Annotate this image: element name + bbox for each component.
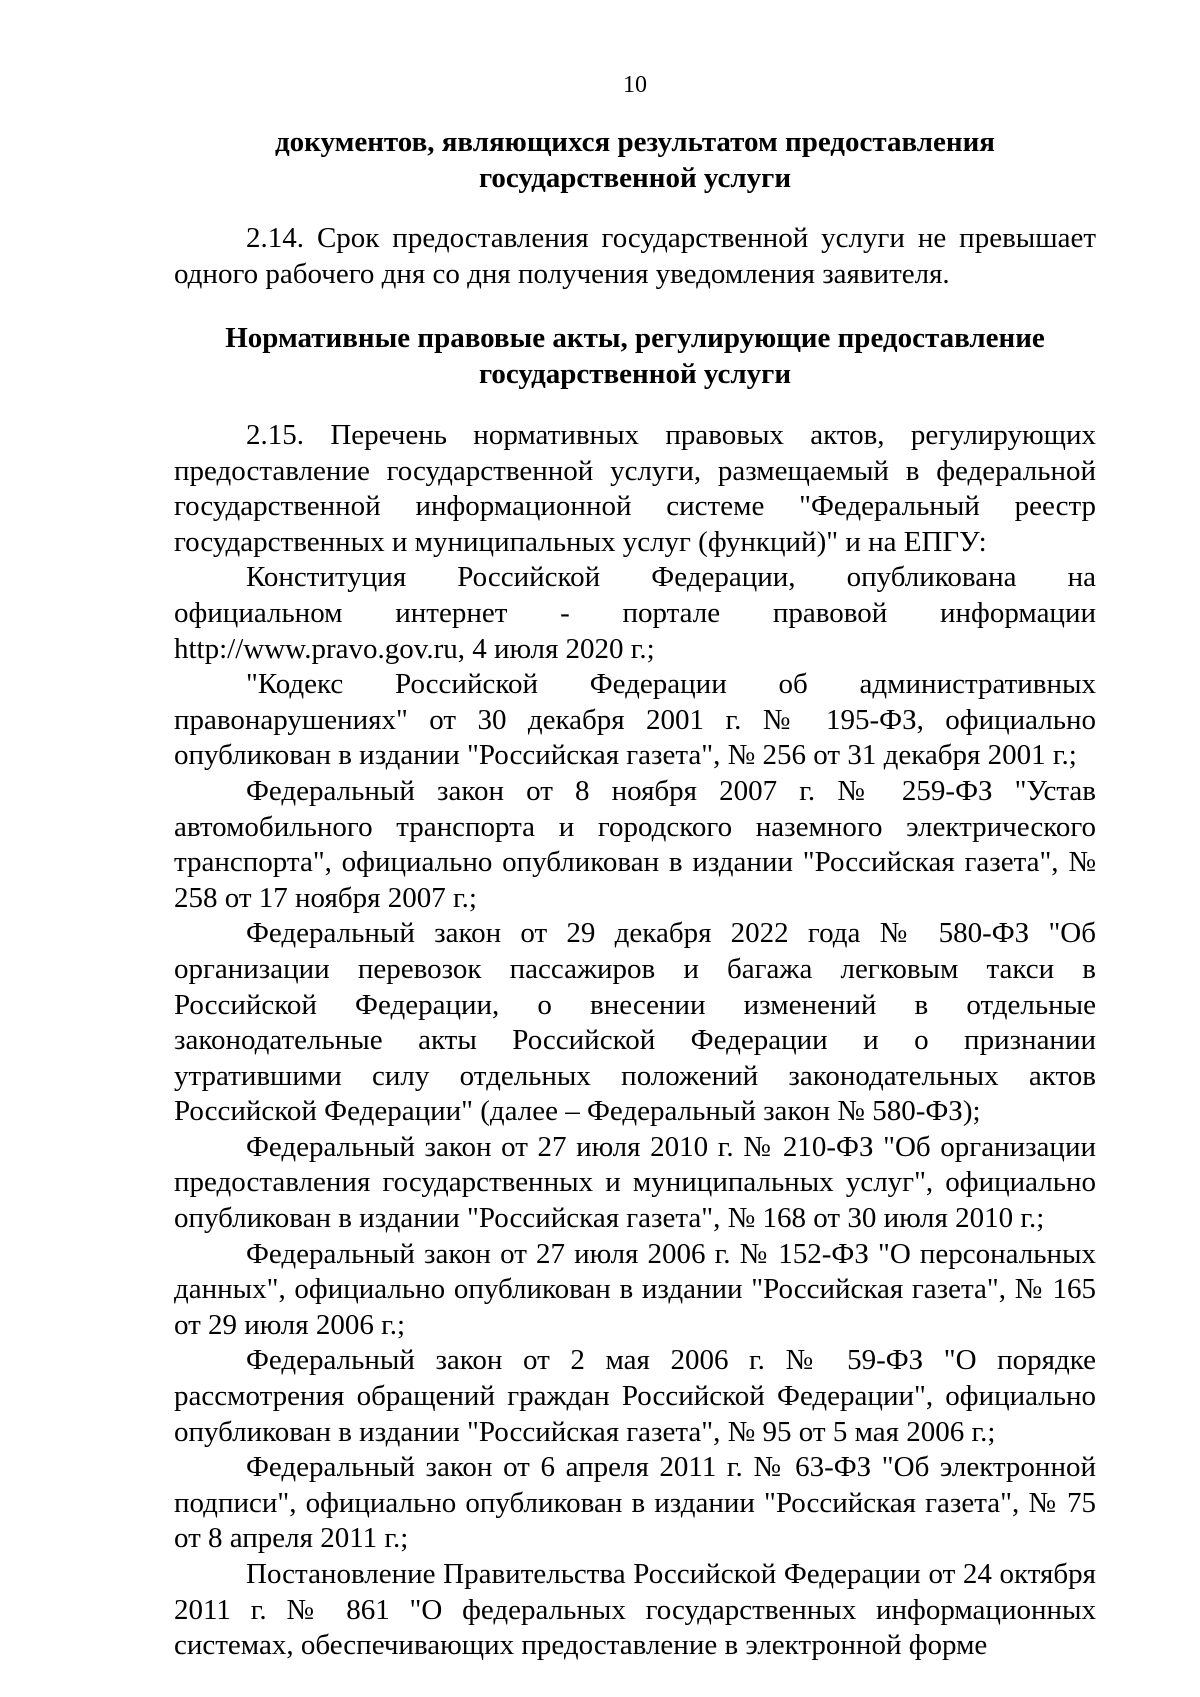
list-item-59-fz: Федеральный закон от 2 мая 2006 г. № 59-ФЗ "О порядке рассмотрения обращений граждан Российской Федерации", официально опубликован в издании "Российская газета", № 95 от 5 мая 2006 г.; [174, 1344, 1096, 1448]
list-item-152-fz: Федеральный закон от 27 июля 2006 г. № 152-ФЗ "О персональных данных", официально опубликован в издании "Российская газета", № 165 от 29 июля 2006 г.; [174, 1237, 1096, 1341]
heading-line: государственной услуги [478, 358, 792, 390]
list-item-63-fz: Федеральный закон от 6 апреля 2011 г. № 63-ФЗ "Об электронной подписи", официально опубликован в издании "Российская газета", № 75 от 8 апреля 2011 г.; [174, 1451, 1096, 1555]
list-item-580-fz: Федеральный закон от 29 декабря 2022 года № 580-ФЗ "Об организации перевозок пассажиров и багажа легковым такси в Российской Федерации, о внесении изменений в отдельные законодательные акты Российской Федерации и о признании утратившими силу отдельных положений законодательных актов Российской Федерации" (далее – Федеральный закон № 580-ФЗ); [174, 917, 1096, 1128]
legal-acts-list [174, 418, 1096, 1664]
paragraph-2-15: 2.15. Перечень нормативных правовых актов, регулирующих предоставление государственной услуги, размещаемый в федеральной государственной информационной системе "Федеральный реестр государственных и муниципальных услуг (функций)" и на ЕПГУ: [174, 419, 1096, 558]
paragraph-2-14: 2.14. Срок предоставления государственной услуги не превышает одного рабочего дня со дня получения уведомления заявителя. [174, 222, 1096, 290]
section-heading-legal-acts [174, 320, 1096, 392]
heading-line: Нормативные правовые акты, регулирующие предоставление [225, 322, 1045, 354]
list-item-postanovlenie-861: Постановление Правительства Российской Федерации от 24 октября 2011 г. № 861 "О федеральных государственных информационных системах, обеспечивающих предоставление в электронной форме [174, 1558, 1096, 1662]
list-item-210-fz: Федеральный закон от 27 июля 2010 г. № 210-ФЗ "Об организации предоставления государственных и муниципальных услуг", официально опубликован в издании "Российская газета", № 168 от 30 июля 2010 г.; [174, 1130, 1096, 1235]
list-item-259-fz: Федеральный закон от 8 ноября 2007 г. № 259-ФЗ "Устав автомобильного транспорта и городского наземного электрического транспорта", официально опубликован в издании "Российская газета", № 258 от 17 ноября 2007 г.; [174, 774, 1096, 914]
list-item-constitution: Конституция Российской Федерации, опубликована на официальном интернет - портале правовой информации http://www.pravo.gov.ru, 4 июля 2020 г.; [174, 561, 1096, 665]
section-heading-results [174, 124, 1096, 196]
heading-line: документов, являющихся результатом предоставления [275, 126, 995, 158]
heading-line: государственной услуги [478, 162, 792, 194]
list-item-koap: "Кодекс Российской Федерации об административных правонарушениях" от 30 декабря 2001 г. № 195-ФЗ, официально опубликован в издании "Российская газета", № 256 от 31 декабря 2001 г.; [174, 668, 1096, 772]
page-number: 10 [623, 72, 647, 98]
